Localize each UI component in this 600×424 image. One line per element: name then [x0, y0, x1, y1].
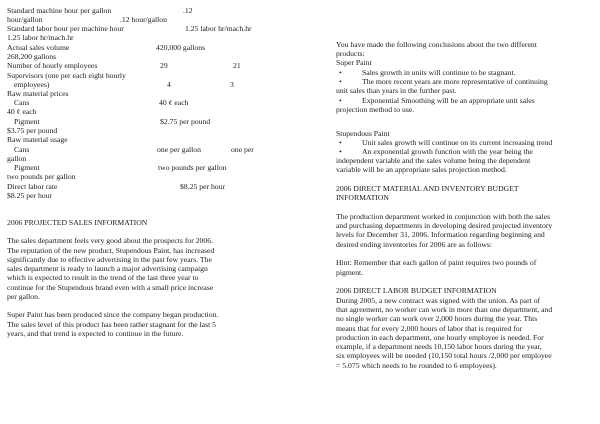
paragraph-line: six employees will be needed (10,150 total hours /2,000 per employee	[336, 351, 552, 360]
table-value: 4	[167, 80, 171, 89]
paragraph-line: that agreement, no worker can work in more than one department, and	[336, 305, 553, 314]
paragraph-line: Hint: Remember that each gallon of paint requires two pounds of	[336, 258, 537, 267]
bullet-text: projection method to use.	[336, 105, 415, 114]
bullet-icon: •	[339, 96, 342, 105]
table-value: 40 ¢ each	[159, 98, 189, 107]
heading-line: INFORMATION	[336, 193, 389, 202]
table-value: $8.25 per hour	[7, 191, 53, 200]
table-label: Pigment	[14, 163, 40, 172]
table-label: Pigment	[14, 117, 40, 126]
bullet-text: An exponential growth function with the year being the	[362, 147, 533, 156]
table-value: 3	[230, 80, 234, 89]
table-label: employees)	[14, 80, 50, 89]
table-value: two pounds per gallon	[158, 163, 227, 172]
sales-heading: 2006 PROJECTED SALES INFORMATION	[7, 218, 148, 227]
paragraph-line: and purchasing departments in developing desired projected inventory	[336, 221, 553, 230]
bullet-icon: •	[339, 147, 342, 156]
table-label: Direct labor rate	[7, 182, 58, 191]
table-label: Standard labor hour per machine hour	[7, 24, 124, 33]
table-label: Supervisors (one per each eight hourly	[7, 71, 126, 80]
paragraph-line: sales department is ready to launch a major advertising campaign	[7, 264, 208, 273]
table-value: two pounds per gallon	[7, 172, 76, 181]
table-label: Actual sales volume	[7, 43, 70, 52]
bullet-text: independent variable and the sales volume being the dependent	[336, 156, 531, 165]
table-label: Standard machine hour per gallon	[7, 6, 112, 15]
bullet-text: Unit sales growth will continue on its current increasing trend	[362, 138, 553, 147]
table-value: 268,200 gallons	[7, 52, 57, 61]
bullet-icon: •	[339, 68, 342, 77]
paragraph-line: The sales level of this product has been rather stagnant for the last 5	[7, 320, 216, 329]
paragraph-line: desired ending inventories for 2006 are as follows:	[336, 240, 493, 249]
labor-heading: 2006 DIRECT LABOR BUDGET INFORMATION	[336, 286, 497, 295]
bullet-text: variable will be an appropriate sales projection method.	[336, 165, 507, 174]
paragraph-line: production in each department, one hourly employee is needed. For	[336, 333, 544, 342]
paragraph-line: products:	[336, 49, 365, 58]
bullet-text: Exponential Smoothing will be an appropriate unit sales	[362, 96, 535, 105]
paragraph-line: The sales department feels very good about the prospects for 2006.	[7, 236, 214, 245]
table-value: gallon	[7, 154, 27, 163]
paragraph-line: years, and that trend is expected to continue in the future.	[7, 329, 184, 338]
paragraph-line: significantly due to effective advertising in the past few years. The	[7, 255, 212, 264]
table-value: .12 hour/gallon	[120, 15, 167, 24]
table-value: 1.25 labor hr/mach.hr	[7, 33, 74, 42]
table-value: 1.25 labor hr/mach.hr	[185, 24, 252, 33]
table-value: 21	[233, 61, 241, 70]
paragraph-line: = 5.075 which needs to be rounded to 6 employees).	[336, 361, 497, 370]
table-value: hour/gallon	[7, 15, 43, 24]
table-value: $3.75 per pound	[7, 126, 58, 135]
table-value: one per gallon	[157, 145, 201, 154]
bullet-text: unit sales than years in the further past.	[336, 86, 457, 95]
paragraph-line: example, if a department needs 10,150 labor hours during the year,	[336, 342, 542, 351]
bullet-text: The more recent years are more representative of continuing	[362, 77, 548, 86]
table-label: Cans	[14, 98, 30, 107]
stupendous-label: Stupendous Paint	[336, 129, 390, 138]
table-value: one per	[231, 145, 254, 154]
table-value: .12	[183, 6, 193, 15]
table-label: Number of hourly employees	[7, 61, 98, 70]
table-label: Raw material prices	[7, 89, 69, 98]
bullet-icon: •	[339, 138, 342, 147]
paragraph-line: Super Paint has been produced since the company began production.	[7, 310, 219, 319]
table-value: $8.25 per hour	[180, 182, 226, 191]
bullet-icon: •	[339, 77, 342, 86]
paragraph-line: no single worker can work over 2,000 hours during the year. This	[336, 314, 538, 323]
heading-line: 2006 DIRECT MATERIAL AND INVENTORY BUDGET	[336, 184, 519, 193]
paragraph-line: The reputation of the new product, Stupendous Paint, has increased	[7, 246, 215, 255]
paragraph-line: The production department worked in conjunction with both the sales	[336, 212, 551, 221]
table-value: $2.75 per pound	[160, 117, 211, 126]
paragraph-line: per gallon.	[7, 292, 40, 301]
table-value: 420,000 gallons	[156, 43, 206, 52]
paragraph-line: means that for every 2,000 hours of labor that is required for	[336, 324, 523, 333]
paragraph-line: levels for December 31, 2006. Information regarding beginning and	[336, 230, 545, 239]
paragraph-line: continue for the Stupendous brand even with a small price increase	[7, 283, 214, 292]
table-value: 29	[160, 61, 168, 70]
table-label: Cans	[14, 145, 30, 154]
paragraph-line: which is expected to result in the trend of the last three year to	[7, 273, 199, 282]
bullet-text: Sales growth in units will continue to be stagnant.	[362, 68, 516, 77]
paragraph-line: pigment.	[336, 268, 364, 277]
table-value: 40 ¢ each	[7, 107, 37, 116]
super-paint-label: Super Paint	[336, 58, 372, 67]
table-label: Raw material usage	[7, 135, 68, 144]
paragraph-line: During 2005, a new contract was signed with the union. As part of	[336, 296, 541, 305]
paragraph-line: You have made the following conclusions about the two different	[336, 40, 537, 49]
